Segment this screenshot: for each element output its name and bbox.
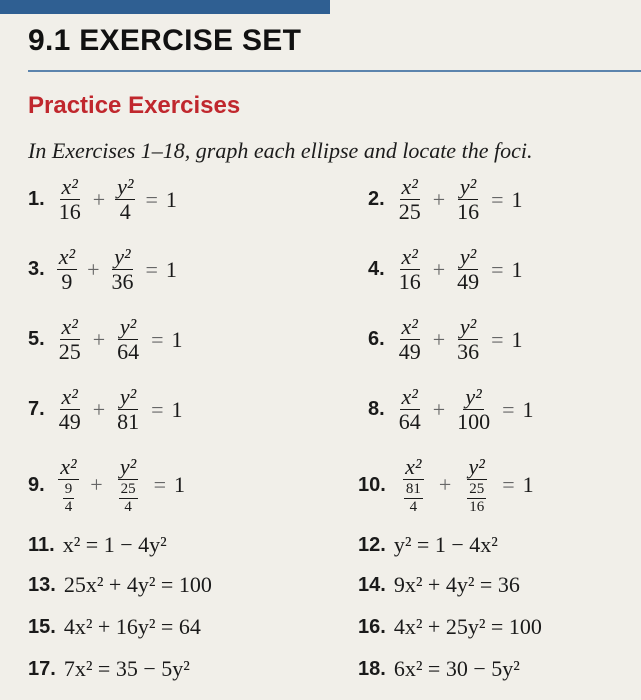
denominator-fraction: $\frac{25}{16}$	[469, 481, 485, 515]
fraction-y: $\frac{\text{y²}}{64}$	[117, 314, 140, 365]
equals-sign: =	[151, 326, 164, 352]
exercise-14	[358, 572, 520, 598]
fraction-y: $\frac{\text{y²}}{4}$	[117, 174, 134, 225]
exercise-number: 18.	[358, 657, 386, 680]
exercise-number: 7.	[28, 398, 45, 421]
right-hand-side: 1	[522, 472, 534, 498]
plus-sign: +	[438, 472, 452, 498]
fraction-x: $\frac{\text{x²}}{\frac{81}{4}}$	[405, 454, 422, 515]
equals-sign: =	[153, 472, 167, 498]
equals-sign: =	[145, 256, 158, 282]
exercise-number: 14.	[358, 573, 386, 596]
fraction-x: $\frac{\text{x²}}{16}$	[58, 174, 81, 225]
equation: 4x² + 25y² = 100	[393, 614, 542, 639]
fraction-y: $\frac{\text{y²}}{100}$	[457, 384, 491, 435]
equals-sign: =	[502, 396, 515, 422]
fraction-y: $\frac{\text{y²}}{49}$	[457, 244, 480, 295]
fraction-y: $\frac{\text{y²}}{81}$	[117, 384, 140, 435]
exercise-13	[28, 572, 212, 598]
exercise-11	[28, 532, 167, 558]
denominator-fraction: $\frac{81}{4}$	[405, 481, 421, 515]
plus-sign: +	[432, 256, 446, 282]
exercise-18	[358, 656, 520, 682]
fraction-x: $\frac{\text{x²}}{25}$	[58, 314, 81, 365]
right-hand-side: 1	[174, 472, 186, 498]
denominator-fraction: $\frac{9}{4}$	[64, 481, 73, 515]
instructions-text: In Exercises 1–18, graph each ellipse and locate the foci.	[28, 138, 533, 163]
plus-sign: +	[92, 396, 106, 422]
fraction-y: $\frac{\text{y²}}{\frac{25}{4}}$	[119, 454, 137, 515]
top-color-bar	[0, 0, 330, 14]
exercise-number: 8.	[368, 398, 385, 421]
fraction-x: $\frac{\text{x²}}{\frac{9}{4}}$	[60, 454, 77, 515]
equation: 9x² + 4y² = 36	[393, 572, 520, 597]
exercise-8	[368, 385, 534, 434]
right-hand-side: 1	[511, 186, 523, 212]
exercise-number: 3.	[28, 258, 45, 281]
plus-sign: +	[87, 256, 100, 282]
fraction-y: $\frac{\text{y²}}{\frac{25}{16}}$	[468, 454, 485, 515]
equals-sign: =	[145, 186, 158, 212]
exercise-number: 1.	[28, 188, 45, 211]
exercise-number: 13.	[28, 573, 56, 596]
plus-sign: +	[432, 396, 446, 422]
exercise-2	[368, 175, 523, 224]
exercise-number: 12.	[358, 533, 386, 556]
equation: 4x² + 16y² = 64	[63, 614, 201, 639]
fraction-y: $\frac{\text{y²}}{36}$	[111, 244, 134, 295]
exercise-10	[358, 455, 534, 515]
plus-sign: +	[432, 326, 446, 352]
right-hand-side: 1	[522, 396, 534, 422]
equation: x² = 1 − 4y²	[62, 532, 167, 557]
equals-sign: =	[491, 186, 504, 212]
right-hand-side: 1	[171, 326, 183, 352]
exercise-16	[358, 614, 542, 640]
exercise-6	[368, 315, 523, 364]
equals-sign: =	[491, 326, 504, 352]
right-hand-side: 1	[511, 256, 523, 282]
exercise-number: 5.	[28, 328, 45, 351]
fraction-x: $\frac{\text{x²}}{9}$	[58, 244, 76, 295]
exercise-set-title: 9.1 EXERCISE SET	[28, 24, 302, 57]
plus-sign: +	[92, 186, 106, 212]
exercise-5	[28, 315, 183, 364]
exercise-number: 11.	[28, 533, 55, 556]
fraction-y: $\frac{\text{y²}}{36}$	[457, 314, 480, 365]
exercise-3	[28, 245, 177, 294]
exercise-number: 6.	[368, 328, 385, 351]
fraction-x: $\frac{\text{x²}}{16}$	[398, 244, 421, 295]
exercise-number: 4.	[368, 258, 385, 281]
plus-sign: +	[432, 186, 446, 212]
exercise-4	[368, 245, 523, 294]
right-hand-side: 1	[165, 256, 177, 282]
right-hand-side: 1	[171, 396, 183, 422]
equals-sign: =	[491, 256, 504, 282]
equation: 6x² = 30 − 5y²	[393, 656, 520, 681]
exercise-9	[28, 455, 185, 515]
title-rule	[28, 70, 641, 72]
fraction-x: $\frac{\text{x²}}{25}$	[398, 174, 421, 225]
section-title: Practice Exercises	[28, 92, 241, 119]
exercise-15	[28, 614, 201, 640]
exercise-12	[358, 532, 498, 558]
right-hand-side: 1	[511, 326, 523, 352]
fraction-x: $\frac{\text{x²}}{49}$	[58, 384, 81, 435]
right-hand-side: 1	[165, 186, 177, 212]
fraction-x: $\frac{\text{x²}}{64}$	[398, 384, 421, 435]
equation: y² = 1 − 4x²	[393, 532, 498, 557]
exercise-17	[28, 656, 190, 682]
denominator-fraction: $\frac{25}{4}$	[120, 481, 136, 515]
exercise-1	[28, 175, 177, 224]
fraction-x: $\frac{\text{x²}}{49}$	[398, 314, 421, 365]
exercise-number: 2.	[368, 188, 385, 211]
plus-sign: +	[92, 326, 106, 352]
exercise-number: 10.	[358, 473, 386, 496]
exercise-number: 9.	[28, 473, 45, 496]
fraction-y: $\frac{\text{y²}}{16}$	[457, 174, 480, 225]
exercise-7	[28, 385, 183, 434]
exercise-number: 15.	[28, 615, 56, 638]
equation: 7x² = 35 − 5y²	[63, 656, 190, 681]
exercise-number: 17.	[28, 657, 56, 680]
equals-sign: =	[151, 396, 164, 422]
equation: 25x² + 4y² = 100	[63, 572, 212, 597]
plus-sign: +	[90, 472, 103, 498]
equals-sign: =	[502, 472, 515, 498]
exercise-number: 16.	[358, 615, 386, 638]
